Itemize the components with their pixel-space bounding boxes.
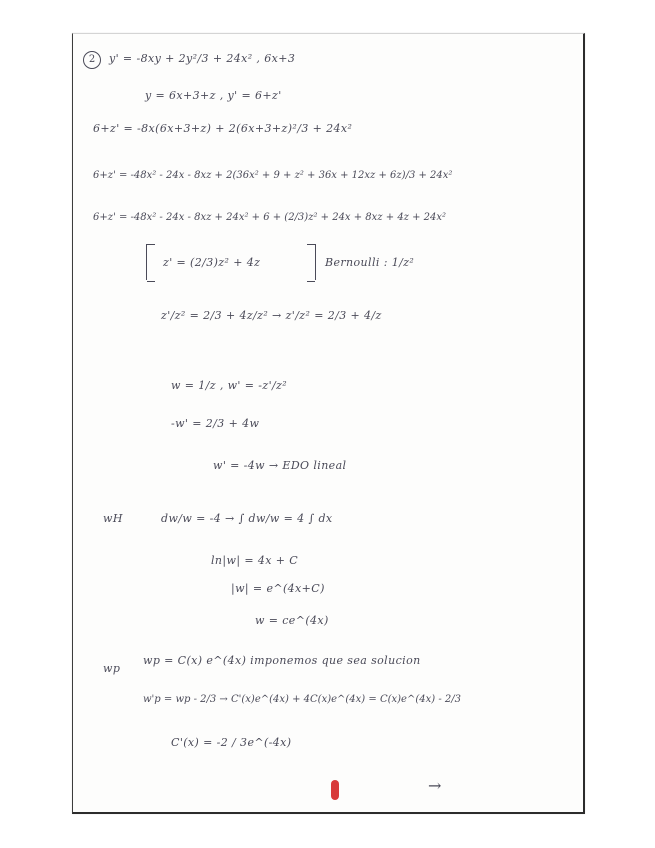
- equation-line-13: |w| = e^(4x+C): [231, 582, 325, 595]
- red-ink-mark: [331, 780, 339, 800]
- problem-number-badge: 2: [83, 51, 101, 69]
- bernoulli-label: Bernoulli : 1/z²: [325, 256, 415, 269]
- equation-line-5: 6+z' = -48x² - 24x - 8xz + 24x² + 6 + (2/3)z² + 24x + 8xz + 4z + 24x²: [93, 212, 447, 223]
- equation-line-2: y = 6x+3+z , y' = 6+z': [145, 89, 282, 102]
- equation-line-4: 6+z' = -48x² - 24x - 8xz + 2(36x² + 9 + z² + 36x + 12xz + 6z)/3 + 24x²: [93, 170, 453, 181]
- homogeneous-label: wH: [103, 512, 123, 525]
- equation-line-7: z'/z² = 2/3 + 4z/z² → z'/z² = 2/3 + 4/z: [161, 309, 382, 322]
- equation-line-10: w' = -4w → EDO lineal: [213, 459, 347, 472]
- equation-line-9: -w' = 2/3 + 4w: [171, 417, 260, 430]
- equation-line-12: ln|w| = 4x + C: [211, 554, 299, 567]
- particular-label: wp: [103, 662, 121, 675]
- equation-line-6: z' = (2/3)z² + 4z: [163, 256, 261, 269]
- equation-line-16: w'p = wp - 2/3 → C'(x)e^(4x) + 4C(x)e^(4x) = C(x)e^(4x) - 2/3: [143, 694, 461, 705]
- notebook-page: [72, 33, 585, 814]
- equation-line-11: dw/w = -4 → ∫ dw/w = 4 ∫ dx: [161, 512, 333, 525]
- equation-line-1: y' = -8xy + 2y²/3 + 24x² , 6x+3: [109, 52, 296, 65]
- equation-line-14: w = ce^(4x): [255, 614, 329, 627]
- continue-arrow-icon: →: [428, 776, 442, 795]
- equation-line-17: C'(x) = -2 / 3e^(-4x): [171, 736, 292, 749]
- equation-line-15: wp = C(x) e^(4x) imponemos que sea solucion: [143, 654, 421, 667]
- equation-line-3: 6+z' = -8x(6x+3+z) + 2(6x+3+z)²/3 + 24x²: [93, 122, 353, 135]
- equation-line-8: w = 1/z , w' = -z'/z²: [171, 379, 288, 392]
